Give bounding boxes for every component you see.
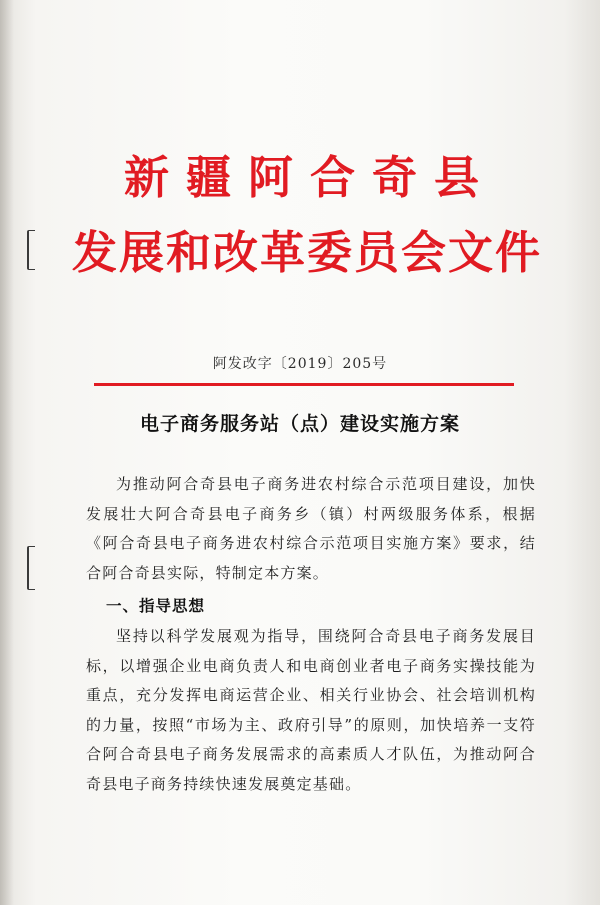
section-heading-guiding-ideology: 一、指导思想 — [106, 596, 206, 615]
section-body-guiding-ideology: 坚持以科学发展观为指导，围绕阿合奇县电子商务发展目标，以增强企业电商负责人和电商创业者电子商务实操技能为重点，充分发挥电商运营企业、相关行业协会、社会培训机构的力量，按照“市场为主、政府引导”的原则，加快培养一支符合阿合奇县电子商务发展需求的高素质人才队伍，为推动阿合奇县电子商务持续快速发展奠定基础。 — [86, 627, 536, 793]
red-divider-rule — [94, 383, 514, 386]
issuer-header-line1: 新疆阿合奇县 — [123, 151, 496, 204]
issuer-header-line2: 发展和改革委员会文件 — [71, 226, 542, 279]
binding-mark-bottom — [27, 546, 35, 590]
page-edge-shadow — [0, 0, 14, 905]
document-title: 电子商务服务站（点）建设实施方案 — [139, 413, 460, 435]
document-number: 阿发改字〔2019〕205号 — [212, 356, 388, 372]
intro-paragraph: 为推动阿合奇县电子商务进农村综合示范项目建设，加快发展壮大阿合奇县电子商务乡（镇）村两级服务体系，根据《阿合奇县电子商务进农村综合示范项目实施方案》要求，结合阿合奇县实际，特制定本方案。 — [86, 475, 536, 582]
